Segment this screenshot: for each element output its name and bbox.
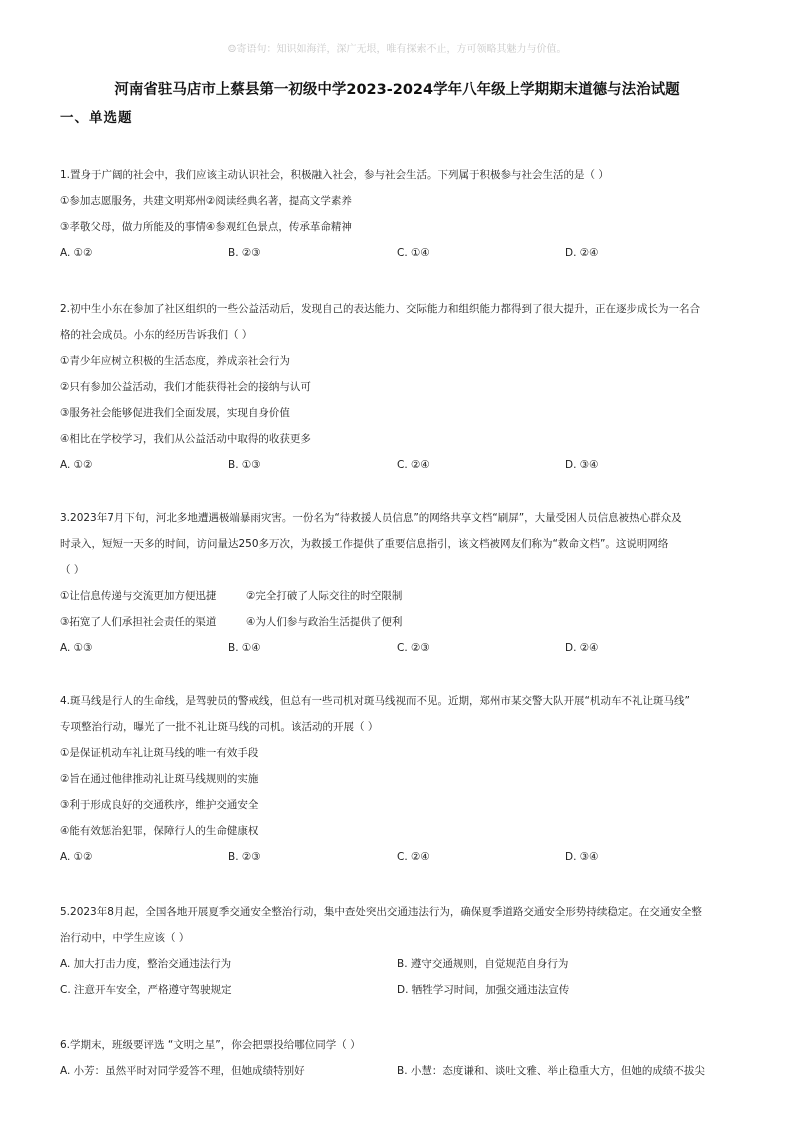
option-a[interactable]: A. 小芳：虽然平时对同学爱答不理，但她成绩特别好: [60, 1065, 305, 1077]
statement-item: ②只有参加公益活动，我们才能获得社会的接纳与认可: [60, 381, 311, 393]
option-c[interactable]: C. ①④: [397, 247, 430, 259]
answer-options: [60, 240, 738, 266]
statement-item: ③服务社会能够促进我们全面发展，实现自身价值: [60, 407, 290, 419]
statement-item: ④为人们参与政治生活提供了便利: [246, 616, 403, 628]
answer-options: [60, 1058, 738, 1084]
option-c[interactable]: C. ②④: [397, 851, 430, 863]
option-d[interactable]: D. ②④: [565, 642, 599, 654]
question-stem: 4.斑马线是行人的生命线，是驾驶员的警戒线，但总有一些司机对斑马线视而不见。近期，郑州市某交警大队开展“机动车不礼让斑马线”: [60, 695, 690, 707]
option-d[interactable]: D. ③④: [565, 459, 599, 471]
option-b[interactable]: B. ②③: [228, 247, 261, 259]
question-1: [60, 162, 738, 266]
question-stem: 格的社会成员。小东的经历告诉我们（ ）: [60, 329, 253, 341]
statement-item: ①是保证机动车礼让斑马线的唯一有效手段: [60, 747, 259, 759]
option-a[interactable]: A. ①③: [60, 642, 93, 654]
option-b[interactable]: B. 小慧：态度谦和、谈吐文雅、举止稳重大方，但她的成绩不拔尖: [397, 1065, 705, 1077]
question-2: [60, 296, 738, 478]
page-title: 河南省驻马店市上蔡县第一初级中学2023-2024学年八年级上学期期末道德与法治试题: [114, 82, 680, 98]
option-b[interactable]: B. 遵守交通规则，自觉规范自身行为: [397, 958, 569, 970]
option-a[interactable]: A. 加大打击力度，整治交通违法行为: [60, 958, 232, 970]
option-c[interactable]: C. 注意开车安全，严格遵守驾驶规定: [60, 984, 232, 996]
question-5: [60, 899, 738, 1003]
question-stem: 时录入，短短一天多的时间，访问量达250多万次，为救援工作提供了重要信息指引，该文档被网友们称为“救命文档”。这说明网络: [60, 538, 669, 550]
question-6: [60, 1032, 738, 1084]
header-motto: ☺寄语句：知识如海洋，深广无垠，唯有探索不止，方可领略其魅力与价值。: [227, 44, 567, 55]
statement-item: ②旨在通过他律推动礼让斑马线规则的实施: [60, 773, 259, 785]
question-stem: 1.置身于广阔的社会中，我们应该主动认识社会，积极融入社会，参与社会生活。下列属于积极参与社会生活的是（ ）: [60, 169, 609, 181]
option-c[interactable]: C. ②③: [397, 642, 430, 654]
statement-row: [60, 609, 738, 635]
option-b[interactable]: B. ②③: [228, 851, 261, 863]
answer-options: [60, 452, 738, 478]
statement-item: ②完全打破了人际交往的时空限制: [246, 590, 403, 602]
question-stem: 专项整治行动，曝光了一批不礼让斑马线的司机。该活动的开展（ ）: [60, 721, 379, 733]
statement-item: ③利于形成良好的交通秩序，维护交通安全: [60, 799, 259, 811]
section-heading: 一、单选题: [60, 110, 133, 126]
statement-item: ①青少年应树立积极的生活态度，养成亲社会行为: [60, 355, 290, 367]
question-3: [60, 505, 738, 661]
question-stem: 3.2023年7月下旬，河北多地遭遇极端暴雨灾害。一份名为“待救援人员信息”的网络共享文档“刷屏”，大量受困人员信息被热心群众及: [60, 512, 682, 524]
statement-item: ③拓宽了人们承担社会责任的渠道: [60, 616, 217, 628]
question-stem: 治行动中，中学生应该（ ）: [60, 932, 190, 944]
answer-options: [60, 977, 738, 1003]
answer-options: [60, 951, 738, 977]
statement-item: ④能有效惩治犯罪，保障行人的生命健康权: [60, 825, 259, 837]
option-b[interactable]: B. ①④: [228, 642, 261, 654]
answer-options: [60, 635, 738, 661]
question-4: [60, 688, 738, 870]
question-stem: 2.初中生小东在参加了社区组织的一些公益活动后，发现自己的表达能力、交际能力和组织能力都得到了很大提升，正在逐步成长为一名合: [60, 303, 701, 315]
option-d[interactable]: D. ③④: [565, 851, 599, 863]
option-d[interactable]: D. 牺牲学习时间，加强交通违法宣传: [397, 984, 570, 996]
question-stem: 6.学期末，班级要评选 “文明之星”，你会把票投给哪位同学（ ）: [60, 1039, 361, 1051]
question-stem: 5.2023年8月起，全国各地开展夏季交通安全整治行动，集中查处突出交通违法行为，确保夏季道路交通安全形势持续稳定。在交通安全整: [60, 906, 702, 918]
question-stem: （ ）: [60, 564, 85, 576]
statement-item: ③孝敬父母，做力所能及的事情④参观红色景点，传承革命精神: [60, 221, 352, 233]
option-b[interactable]: B. ①③: [228, 459, 261, 471]
statement-item: ①让信息传递与交流更加方便迅捷: [60, 590, 217, 602]
option-a[interactable]: A. ①②: [60, 247, 93, 259]
statement-row: [60, 583, 738, 609]
option-d[interactable]: D. ②④: [565, 247, 599, 259]
answer-options: [60, 844, 738, 870]
option-a[interactable]: A. ①②: [60, 851, 93, 863]
statement-item: ①参加志愿服务，共建文明郑州②阅读经典名著，提高文学素养: [60, 195, 352, 207]
option-c[interactable]: C. ②④: [397, 459, 430, 471]
option-a[interactable]: A. ①②: [60, 459, 93, 471]
statement-item: ④相比在学校学习，我们从公益活动中取得的收获更多: [60, 433, 311, 445]
